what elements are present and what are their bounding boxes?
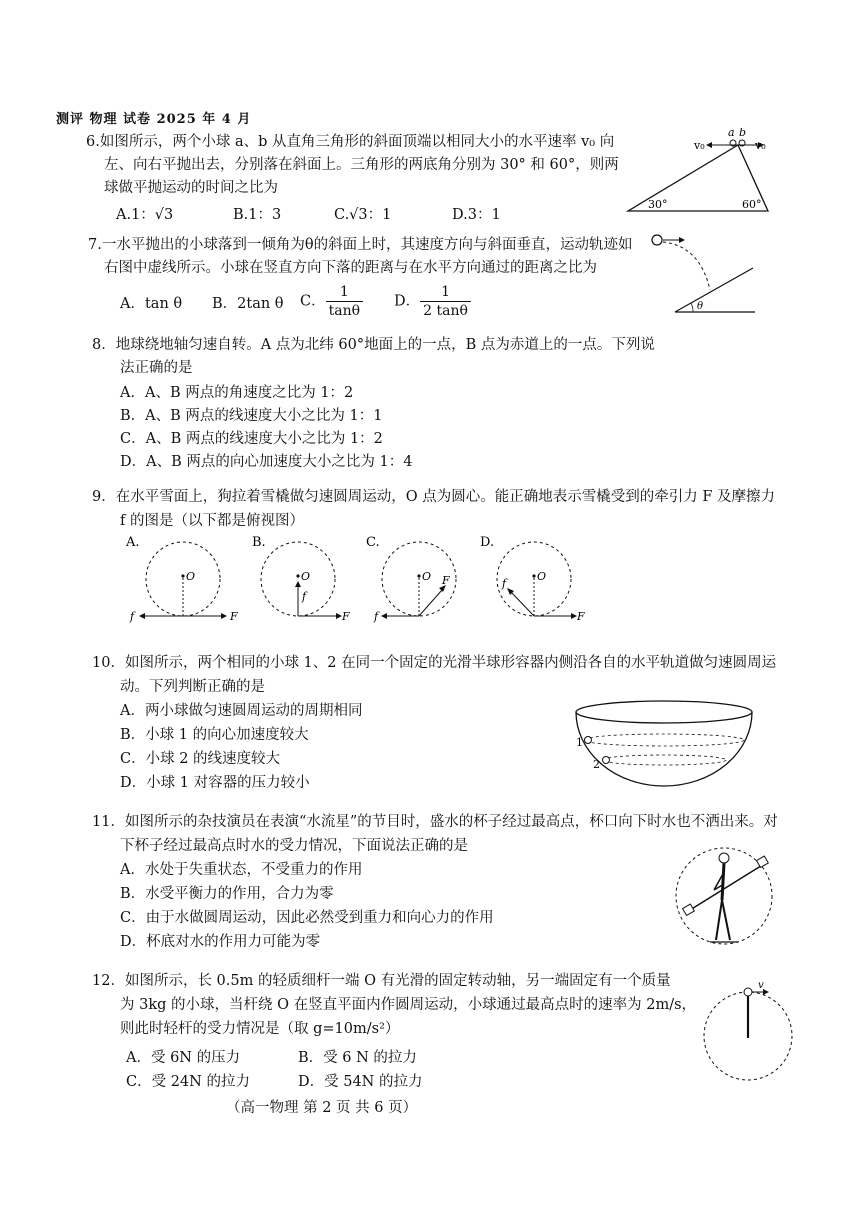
q11-option-d: D．杯底对水的作用力可能为零 <box>120 934 321 950</box>
q12-rod-figure <box>700 978 800 1088</box>
q9-diagrams <box>122 532 602 632</box>
q8-line2: 法正确的是 <box>120 360 193 376</box>
q6-option-b: B.1：3 <box>233 207 282 223</box>
q11-option-a: A．水处于失重状态，不受重力的作用 <box>120 862 363 878</box>
q7-option-c-denominator: tanθ <box>328 303 361 319</box>
q10-line2: 动。下列判断正确的是 <box>120 679 265 695</box>
svg-text:O: O <box>537 570 547 583</box>
q8-option-d: D．A、B 两点的向心加速度大小之比为 1：4 <box>120 454 413 470</box>
q9-line2: f 的图是（以下都是俯视图） <box>120 513 304 529</box>
svg-text:O: O <box>186 570 196 583</box>
q7-option-c-numerator: 1 <box>326 283 363 302</box>
q6-fig-v-right: v₀ <box>755 139 766 152</box>
q6-fig-angle-left: 30° <box>648 198 668 211</box>
svg-text:f: f <box>130 610 135 623</box>
q9-label-d: D. <box>480 535 495 550</box>
page-footer: （高一物理 第 2 页 共 6 页） <box>226 1100 418 1116</box>
q6-fig-a: a <box>728 128 735 139</box>
q10-bowl-figure <box>566 694 766 792</box>
page-header: 测评 物理 试卷 2025 年 4 月 <box>56 112 252 127</box>
q9-label-b: B. <box>252 535 266 550</box>
q10-fig-ball2: 2 <box>593 758 600 771</box>
q7-option-d-fraction <box>420 283 471 320</box>
q7-slope-figure <box>645 228 765 320</box>
q7-option-b: B．2tan θ <box>212 296 284 312</box>
svg-text:F: F <box>342 610 350 623</box>
q12-line2: 为 3kg 的小球，当杆绕 O 在竖直平面内作圆周运动，小球通过最高点时的速率为 2m/s， <box>120 997 697 1013</box>
q10-option-d: D．小球 1 对容器的压力较小 <box>120 775 310 791</box>
q10-line1: 10．如图所示，两个相同的小球 1、2 在同一个固定的光滑半球形容器内侧沿各自的水平轨道做匀速圆周运 <box>92 655 777 671</box>
q12-fig-v: v <box>758 980 764 991</box>
svg-text:O: O <box>301 570 311 583</box>
q11-option-b: B．水受平衡力的作用，合力为零 <box>120 886 334 902</box>
q7-line2: 右图中虚线所示。小球在竖直方向下落的距离与在水平方向通过的距离之比为 <box>104 260 597 276</box>
q9-diagram-c <box>366 535 456 623</box>
q9-diagram-b <box>252 535 350 623</box>
q6-line2: 左、向右平抛出去，分别落在斜面上。三角形的两底角分别为 30° 和 60°，则两 <box>104 157 619 173</box>
q6-triangle-figure <box>620 128 780 220</box>
q10-fig-ball1: 1 <box>576 736 583 749</box>
q9-diagram-d <box>480 535 585 623</box>
q7-line1: 7.一水平抛出的小球落到一倾角为θ的斜面上时，其速度方向与斜面垂直，运动轨迹如 <box>88 237 633 253</box>
svg-text:f: f <box>502 577 507 590</box>
q8-option-c: C．A、B 两点的线速度大小之比为 1：2 <box>120 431 383 447</box>
q7-option-d-label: D． <box>394 293 421 310</box>
q8-option-b: B．A、B 两点的线速度大小之比为 1：1 <box>120 408 383 424</box>
q8-option-a: A．A、B 两点的角速度之比为 1：2 <box>120 385 354 401</box>
q7-option-c-label: C． <box>300 293 326 310</box>
q10-option-c: C．小球 2 的线速度较大 <box>120 751 281 767</box>
q11-line2: 下杯子经过最高点时水的受力情况，下面说法正确的是 <box>120 838 468 854</box>
q7-option-a: A．tan θ <box>120 296 183 312</box>
q7-option-d-numerator: 1 <box>420 283 471 302</box>
q11-acrobat-figure <box>672 842 782 954</box>
q6-option-a: A.1：√3 <box>116 207 174 223</box>
q12-line1: 12．如图所示，长 0.5m 的轻质细杆一端 O 有光滑的固定转动轴，另一端固定有一个质量 <box>92 973 671 989</box>
q12-option-b: B．受 6 N 的拉力 <box>298 1050 417 1066</box>
q12-option-c: C．受 24N 的拉力 <box>126 1074 250 1090</box>
q6-fig-angle-right: 60° <box>742 198 762 211</box>
svg-text:F: F <box>230 610 238 623</box>
q7-fig-theta: θ <box>697 301 704 312</box>
q9-diagram-a <box>125 535 238 623</box>
q12-line3: 则此时轻杆的受力情况是（取 g=10m/s²） <box>120 1021 400 1037</box>
q9-label-c: C. <box>366 535 380 550</box>
q12-option-d: D．受 54N 的拉力 <box>298 1074 423 1090</box>
svg-text:f: f <box>374 610 379 623</box>
svg-text:f: f <box>302 590 307 603</box>
q7-option-d <box>394 283 471 320</box>
q6-line3: 球做平抛运动的时间之比为 <box>104 180 278 196</box>
q7-option-c-fraction <box>326 283 363 320</box>
q6-option-c: C.√3：1 <box>334 207 392 223</box>
q12-option-a: A．受 6N 的压力 <box>126 1050 241 1066</box>
q6-fig-b: b <box>739 128 747 139</box>
q7-option-c <box>300 283 363 320</box>
q11-line1: 11．如图所示的杂技演员在表演“水流星”的节目时，盛水的杯子经过最高点，杯口向下时水也不洒出来。对 <box>92 814 778 830</box>
q9-line1: 9．在水平雪面上，狗拉着雪橇做匀速圆周运动，O 点为圆心。能正确地表示雪橇受到的牵引力 F 及摩擦力 <box>92 489 775 505</box>
q6-line1: 6.如图所示，两个小球 a、b 从直角三角形的斜面顶端以相同大小的水平速率 v₀ 向 <box>86 134 615 150</box>
q6-fig-v-left: v₀ <box>694 139 705 152</box>
q8-line1: 8．地球绕地轴匀速自转。A 点为北纬 60°地面上的一点，B 点为赤道上的一点。下列说 <box>92 337 655 353</box>
q6-option-d: D.3：1 <box>452 207 501 223</box>
q11-option-c: C．由于水做圆周运动，因此必然受到重力和向心力的作用 <box>120 910 494 926</box>
svg-text:O: O <box>422 570 432 583</box>
q10-option-a: A．两小球做匀速圆周运动的周期相同 <box>120 703 363 719</box>
q10-option-b: B．小球 1 的向心加速度较大 <box>120 727 309 743</box>
q7-option-d-denominator: 2 tanθ <box>423 303 468 319</box>
q9-label-a: A. <box>126 535 140 550</box>
svg-text:F: F <box>442 574 450 587</box>
svg-text:F: F <box>577 610 585 623</box>
